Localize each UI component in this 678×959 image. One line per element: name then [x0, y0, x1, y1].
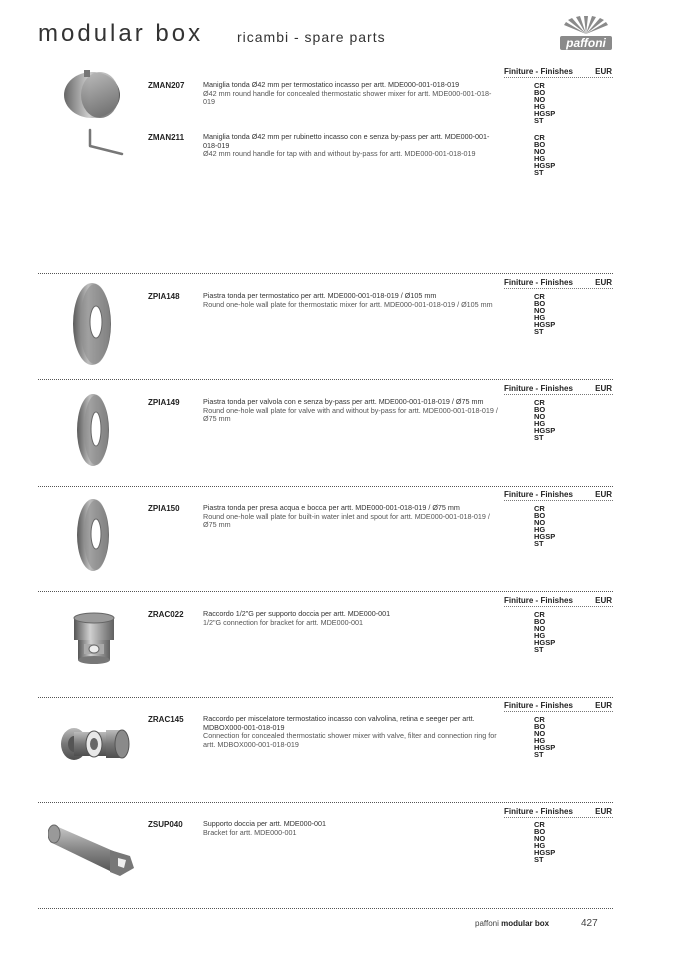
finish-list: CR BO NO HG HGSP ST: [534, 715, 556, 759]
section-divider: [38, 486, 613, 487]
finishes-header: Finiture - Finishes EUR: [504, 807, 612, 816]
item-description: Maniglia tonda Ø42 mm per rubinetto incasso con e senza by-pass per artt. MDE000-001-018-019 Ø42 mm round handle for tap with and without by-pass for artt. MDE000-001-018-019: [203, 132, 490, 159]
page-subtitle: ricambi - spare parts: [237, 29, 386, 45]
connector-fitting-image: [70, 612, 118, 666]
item-description: Raccordo per miscelatore termostatico incasso con valvolina, retina e seeger per artt. MDBOX000-001-018-019 Connection for concealed thermostatic shower mixer with valve, filter and connection ring for artt. MDBOX000-001-018-019: [203, 714, 497, 749]
wall-plate-medium-image: [74, 392, 112, 468]
item-description: Maniglia tonda Ø42 mm per termostatico incasso per artt. MDE000-001-018-019 Ø42 mm round handle for concealed thermostatic shower mixer for artt. MDE000-001-018-019: [203, 80, 492, 107]
finishes-header: Finiture - Finishes EUR: [504, 490, 612, 499]
logo-text: paffoni: [566, 36, 606, 50]
finishes-header: Finiture - Finishes EUR: [504, 278, 612, 287]
item-code: ZMAN207: [148, 81, 185, 90]
finish-list: CR BO NO HG HGSP ST: [534, 398, 556, 442]
item-description: Raccordo 1/2"G per supporto doccia per artt. MDE000-001 1/2"G connection for bracket for artt. MDE000-001: [203, 609, 391, 627]
section-divider: [38, 591, 613, 592]
item-description: Piastra tonda per presa acqua e bocca per artt. MDE000-001-018-019 / Ø75 mm Round one-hole wall plate for built-in water inlet and spout for artt. MDE000-001-018-019 / Ø75 mm: [203, 503, 490, 530]
page-number: 427: [581, 918, 598, 929]
section-divider: [38, 908, 613, 909]
finishes-header: Finiture - Finishes EUR: [504, 67, 612, 76]
item-code: ZPIA149: [148, 398, 180, 407]
finishes-header: Finiture - Finishes EUR: [504, 596, 612, 605]
valve-connection-image: [58, 722, 130, 766]
finish-list: CR BO NO HG HGSP ST: [534, 610, 556, 654]
section-divider: [38, 273, 613, 274]
finish-list: CR BO NO HG HGSP ST: [534, 133, 556, 177]
finishes-header: Finiture - Finishes EUR: [504, 701, 612, 710]
finish-list: CR BO NO HG HGSP ST: [534, 504, 556, 548]
item-description: Piastra tonda per valvola con e senza by-pass per artt. MDE000-001-018-019 / Ø75 mm Round one-hole wall plate for valve with and without by-pass for artt. MDE000-001-018-019 / Ø75 mm: [203, 397, 498, 424]
finish-list: CR BO NO HG HGSP ST: [534, 81, 556, 125]
wall-plate-small-image: [74, 497, 112, 573]
finish-list: CR BO NO HG HGSP ST: [534, 820, 556, 864]
round-handle-image: [62, 68, 122, 120]
page-title: modular box: [38, 20, 204, 47]
section-divider: [38, 802, 613, 803]
item-description: Supporto doccia per artt. MDE000-001 Bracket for artt. MDE000-001: [203, 819, 327, 837]
item-code: ZMAN211: [148, 133, 185, 142]
item-description: Piastra tonda per termostatico per artt. MDE000-001-018-019 / Ø105 mm Round one-hole wall plate for thermostatic mixer for artt. MDE000-001-018-019 / Ø105 mm: [203, 291, 493, 309]
shower-bracket-image: [48, 816, 138, 878]
item-code: ZPIA150: [148, 504, 180, 513]
item-code: ZSUP040: [148, 820, 183, 829]
section-divider: [38, 379, 613, 380]
hex-key-image: [86, 128, 126, 158]
item-code: ZRAC145: [148, 715, 184, 724]
item-code: ZPIA148: [148, 292, 180, 301]
wall-plate-large-image: [70, 282, 114, 366]
section-divider: [38, 697, 613, 698]
finish-list: CR BO NO HG HGSP ST: [534, 292, 556, 336]
finishes-header: Finiture - Finishes EUR: [504, 384, 612, 393]
footer-brand: paffoni modular box: [475, 919, 550, 928]
item-code: ZRAC022: [148, 610, 184, 619]
